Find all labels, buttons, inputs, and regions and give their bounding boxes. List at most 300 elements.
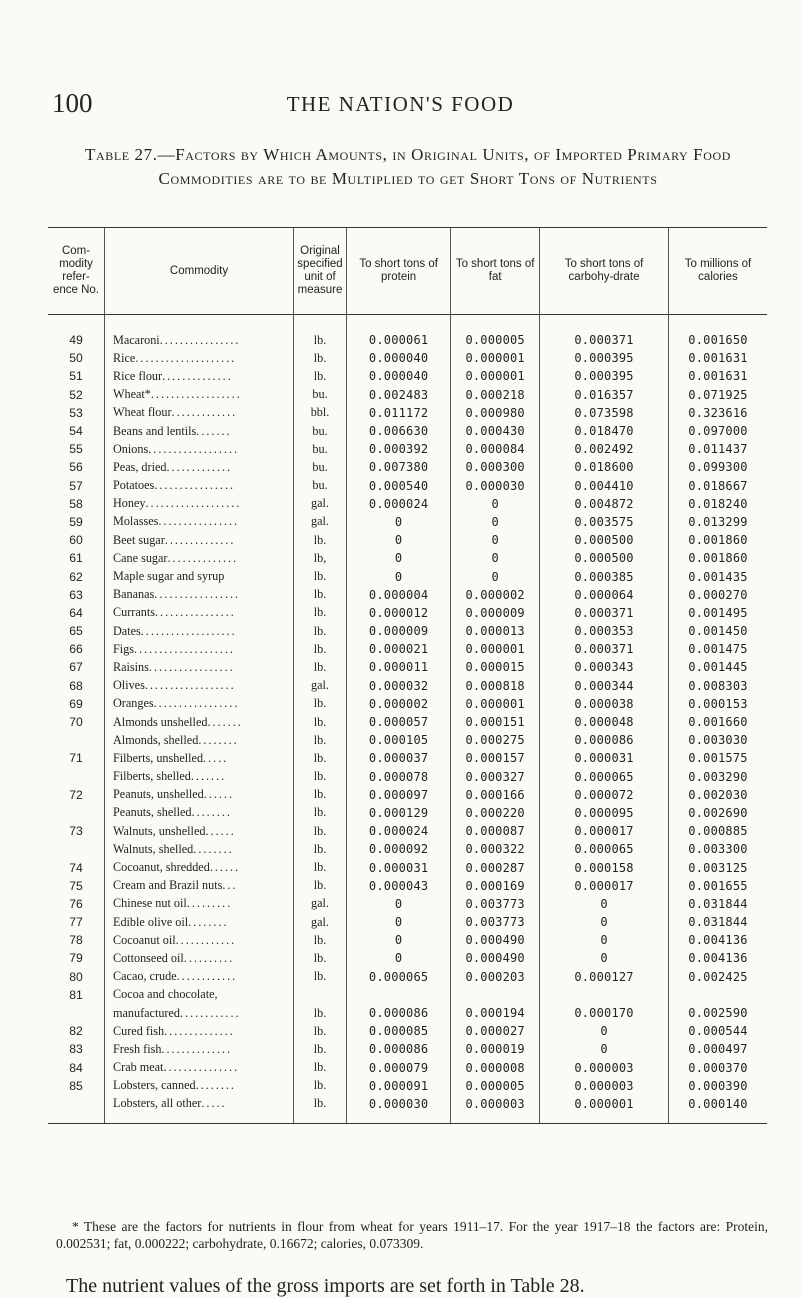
ref-cell <box>48 804 105 822</box>
leader-dots: ................. <box>154 587 241 602</box>
calories-cell: 0.013299 <box>669 513 768 531</box>
leader-dots: ... <box>222 878 238 893</box>
protein-cell: 0.011172 <box>347 404 451 422</box>
ref-cell: 68 <box>69 678 83 693</box>
table-row <box>48 986 767 1004</box>
leader-dots: ............. <box>166 459 233 474</box>
carbohydrate-cell: 0.000395 <box>540 349 669 367</box>
table-row <box>48 768 767 786</box>
table-row <box>48 586 767 604</box>
fat-cell: 0.000287 <box>451 858 540 876</box>
fat-cell: 0.000220 <box>451 804 540 822</box>
col-header-commodity: Commodity <box>105 228 294 315</box>
commodity-cell: Figs.................... <box>105 640 294 658</box>
protein-cell: 0.000092 <box>347 840 451 858</box>
fat-cell: 0.000013 <box>451 622 540 640</box>
commodity-cell: Cacao, crude............ <box>105 968 294 986</box>
protein-cell: 0 <box>347 949 451 967</box>
calories-cell: 0.000544 <box>669 1022 768 1040</box>
ref-cell: 66 <box>69 642 83 657</box>
calories-cell: 0.004136 <box>669 949 768 967</box>
leader-dots: ....... <box>207 714 243 729</box>
fat-cell: 0.000490 <box>451 931 540 949</box>
fat-cell: 0 <box>451 567 540 585</box>
leader-dots: ....... <box>190 769 227 784</box>
unit-cell: lb. <box>294 840 347 858</box>
leader-dots: ................ <box>159 332 241 347</box>
commodity-cell: Lobsters, canned........ <box>105 1077 294 1095</box>
commodity-cell: Honey................... <box>105 495 294 513</box>
calories-cell: 0.003030 <box>669 731 768 749</box>
table-row <box>48 531 767 549</box>
unit-cell: lb. <box>294 567 347 585</box>
commodity-cell: Cocoanut, shredded...... <box>105 858 294 876</box>
calories-cell: 0.018240 <box>669 495 768 513</box>
unit-cell: bu. <box>294 422 347 440</box>
calories-cell: 0.008303 <box>669 677 768 695</box>
carbohydrate-cell: 0.004410 <box>540 477 669 495</box>
leader-dots: ............ <box>175 932 237 947</box>
unit-cell: lb. <box>294 749 347 767</box>
table-row <box>48 822 767 840</box>
commodity-cell: Cream and Brazil nuts... <box>105 877 294 895</box>
commodity-cell: Peanuts, unshelled...... <box>105 786 294 804</box>
carbohydrate-cell: 0.000095 <box>540 804 669 822</box>
unit-cell: lb. <box>294 367 347 385</box>
commodity-cell: Cocoa and chocolate, <box>105 986 294 1004</box>
carbohydrate-cell: 0 <box>540 1022 669 1040</box>
commodity-cell: Cane sugar.............. <box>105 549 294 567</box>
leader-dots: .................. <box>150 387 242 402</box>
carbohydrate-cell: 0.000003 <box>540 1077 669 1095</box>
unit-cell: lb. <box>294 658 347 676</box>
commodity-cell: Wheat*.................. <box>105 386 294 404</box>
unit-cell: lb. <box>294 586 347 604</box>
carbohydrate-cell: 0.018470 <box>540 422 669 440</box>
commodity-cell: Rice.................... <box>105 349 294 367</box>
leader-dots: ........ <box>193 841 234 856</box>
calories-cell: 0.004136 <box>669 931 768 949</box>
protein-cell: 0.000085 <box>347 1022 451 1040</box>
protein-cell: 0 <box>347 567 451 585</box>
ref-cell: 51 <box>69 369 83 384</box>
ref-cell: 63 <box>69 587 83 602</box>
fat-cell: 0.000087 <box>451 822 540 840</box>
col-header-fat: To short tons of fat <box>451 228 540 315</box>
table-row <box>48 1077 767 1095</box>
commodity-cell: Potatoes................ <box>105 477 294 495</box>
ref-cell: 79 <box>69 951 83 966</box>
leader-dots: ............... <box>163 1060 240 1075</box>
commodity-cell: Molasses................ <box>105 513 294 531</box>
carbohydrate-cell: 0.000003 <box>540 1059 669 1077</box>
ref-cell: 56 <box>69 460 83 475</box>
carbohydrate-cell: 0.000385 <box>540 567 669 585</box>
commodity-cell: Olives.................. <box>105 677 294 695</box>
leader-dots: ....... <box>196 423 232 438</box>
commodity-cell: Cottonseed oil.......... <box>105 949 294 967</box>
ref-cell: 55 <box>69 442 83 457</box>
carbohydrate-cell: 0.000500 <box>540 531 669 549</box>
table-row <box>48 367 767 385</box>
protein-cell: 0.000091 <box>347 1077 451 1095</box>
unit-cell: gal. <box>294 895 347 913</box>
ref-cell: 70 <box>69 715 83 730</box>
calories-cell: 0.000885 <box>669 822 768 840</box>
protein-cell: 0.000105 <box>347 731 451 749</box>
calories-cell: 0.001660 <box>669 713 768 731</box>
carbohydrate-cell: 0.000371 <box>540 604 669 622</box>
protein-cell: 0.000540 <box>347 477 451 495</box>
protein-cell: 0.000086 <box>347 1040 451 1058</box>
carbohydrate-cell: 0.000158 <box>540 858 669 876</box>
leader-dots: .................... <box>134 641 235 656</box>
carbohydrate-cell: 0.073598 <box>540 404 669 422</box>
fat-cell: 0.000203 <box>451 968 540 986</box>
fat-cell: 0.000001 <box>451 640 540 658</box>
table-header-row <box>48 228 767 315</box>
protein-cell: 0.000129 <box>347 804 451 822</box>
carbohydrate-cell: 0.000072 <box>540 786 669 804</box>
fat-cell: 0.000322 <box>451 840 540 858</box>
unit-cell: lb. <box>294 877 347 895</box>
carbohydrate-cell: 0.000500 <box>540 549 669 567</box>
table-row <box>48 440 767 458</box>
unit-cell: gal. <box>294 495 347 513</box>
commodity-cell: Peas, dried............. <box>105 458 294 476</box>
table-body <box>48 315 767 1124</box>
carbohydrate-cell: 0.000048 <box>540 713 669 731</box>
ref-cell: 71 <box>69 751 83 766</box>
leader-dots: ............ <box>176 969 238 984</box>
ref-cell: 81 <box>69 987 83 1002</box>
table-row <box>48 731 767 749</box>
ref-cell: 62 <box>69 569 83 584</box>
unit-cell: lb. <box>294 1059 347 1077</box>
carbohydrate-cell: 0.003575 <box>540 513 669 531</box>
calories-cell: 0.000270 <box>669 586 768 604</box>
leader-dots: .............. <box>162 368 233 383</box>
commodity-cell: Oranges................. <box>105 695 294 713</box>
calories-cell: 0.097000 <box>669 422 768 440</box>
unit-cell: lb. <box>294 1040 347 1058</box>
fat-cell: 0.000027 <box>451 1022 540 1040</box>
leader-dots: ................ <box>158 514 240 529</box>
commodity-cell: Dates................... <box>105 622 294 640</box>
fat-cell: 0.000003 <box>451 1095 540 1124</box>
carbohydrate-cell: 0.000371 <box>540 640 669 658</box>
carbohydrate-cell: 0.000064 <box>540 586 669 604</box>
carbohydrate-cell: 0.000371 <box>540 315 669 350</box>
protein-cell: 0.006630 <box>347 422 451 440</box>
commodity-cell: Maple sugar and syrup <box>105 567 294 585</box>
ref-cell <box>48 1095 105 1124</box>
protein-cell: 0.000031 <box>347 858 451 876</box>
protein-cell: 0 <box>347 913 451 931</box>
table-row <box>48 713 767 731</box>
fat-cell: 0.000157 <box>451 749 540 767</box>
fat-cell: 0.000009 <box>451 604 540 622</box>
fat-cell: 0.000005 <box>451 315 540 350</box>
fat-cell: 0.000005 <box>451 1077 540 1095</box>
fat-cell: 0.000980 <box>451 404 540 422</box>
col-header-calories: To millions of calories <box>669 228 768 315</box>
ref-cell: 60 <box>69 533 83 548</box>
calories-cell: 0.000497 <box>669 1040 768 1058</box>
ref-cell: 53 <box>69 405 83 420</box>
protein-cell: 0.007380 <box>347 458 451 476</box>
page-header <box>0 88 801 118</box>
leader-dots: ........ <box>191 805 232 820</box>
commodity-cell: Cured fish.............. <box>105 1022 294 1040</box>
leader-dots: .............. <box>161 1041 233 1056</box>
carbohydrate-cell: 0 <box>540 949 669 967</box>
leader-dots: .............. <box>164 532 236 547</box>
table-row <box>48 404 767 422</box>
protein-cell: 0.000057 <box>347 713 451 731</box>
carbohydrate-cell: 0.000127 <box>540 968 669 986</box>
protein-cell: 0.000065 <box>347 968 451 986</box>
table-row <box>48 513 767 531</box>
calories-cell: 0.002425 <box>669 968 768 986</box>
protein-cell: 0.002483 <box>347 386 451 404</box>
carbohydrate-cell: 0.000065 <box>540 840 669 858</box>
calories-cell: 0.018667 <box>669 477 768 495</box>
table-title: Table 27.—Factors by Which Amounts, in Original Units, of Imported Primary Food Commodities are to be Multiplied to get Short Tons of Nutrients <box>84 145 732 188</box>
fat-cell: 0.000084 <box>451 440 540 458</box>
table-row <box>48 749 767 767</box>
carbohydrate-cell: 0.000038 <box>540 695 669 713</box>
table-row <box>48 913 767 931</box>
fat-cell: 0 <box>451 549 540 567</box>
table-row <box>48 567 767 585</box>
protein-cell: 0.000012 <box>347 604 451 622</box>
leader-dots: .............. <box>167 550 239 565</box>
leader-dots: ......... <box>186 896 233 911</box>
fat-cell: 0.000169 <box>451 877 540 895</box>
ref-cell: 64 <box>69 605 83 620</box>
protein-cell: 0 <box>347 531 451 549</box>
calories-cell: 0.000370 <box>669 1059 768 1077</box>
ref-cell <box>48 731 105 749</box>
leader-dots: .......... <box>183 950 235 965</box>
unit-cell: lb. <box>294 731 347 749</box>
table-row <box>48 622 767 640</box>
ref-cell: 69 <box>69 696 83 711</box>
leader-dots: ................. <box>153 696 240 711</box>
table-row <box>48 677 767 695</box>
protein-cell: 0.000002 <box>347 695 451 713</box>
table-row <box>48 315 767 350</box>
fat-cell: 0.000151 <box>451 713 540 731</box>
ref-cell: 75 <box>69 878 83 893</box>
carbohydrate-cell: 0.000017 <box>540 877 669 895</box>
col-header-ref: Com-modity refer-ence No. <box>48 228 105 315</box>
protein-cell: 0.000024 <box>347 822 451 840</box>
ref-cell: 61 <box>69 551 83 566</box>
unit-cell: lb. <box>294 1095 347 1124</box>
calories-cell: 0.003300 <box>669 840 768 858</box>
commodity-cell: Beans and lentils....... <box>105 422 294 440</box>
table-row <box>48 640 767 658</box>
calories-cell: 0.003125 <box>669 858 768 876</box>
unit-cell: lb. <box>294 786 347 804</box>
fat-cell: 0.003773 <box>451 913 540 931</box>
unit-cell: gal. <box>294 677 347 695</box>
fat-cell: 0.000818 <box>451 677 540 695</box>
carbohydrate-cell: 0.000353 <box>540 622 669 640</box>
leader-dots: ................... <box>145 496 242 511</box>
running-head: THE NATION'S FOOD <box>286 92 515 116</box>
calories-cell: 0.002590 <box>669 1004 768 1022</box>
table-row <box>48 858 767 876</box>
fat-cell: 0.000194 <box>451 1004 540 1022</box>
protein-cell: 0.000021 <box>347 640 451 658</box>
commodity-cell: Walnuts, shelled........ <box>105 840 294 858</box>
commodity-cell: Raisins................. <box>105 658 294 676</box>
table-row <box>48 931 767 949</box>
unit-cell: lb. <box>294 640 347 658</box>
calories-cell: 0.001495 <box>669 604 768 622</box>
fat-cell: 0.000166 <box>451 786 540 804</box>
fat-cell: 0.000002 <box>451 586 540 604</box>
ref-cell: 52 <box>69 387 83 402</box>
unit-cell: bu. <box>294 458 347 476</box>
commodity-cell: Chinese nut oil......... <box>105 895 294 913</box>
calories-cell: 0.001450 <box>669 622 768 640</box>
fat-cell: 0.000015 <box>451 658 540 676</box>
fat-cell: 0.000030 <box>451 477 540 495</box>
table-row <box>48 386 767 404</box>
commodity-cell: Rice flour.............. <box>105 367 294 385</box>
ref-cell: 67 <box>69 660 83 675</box>
leader-dots: ...... <box>203 787 234 802</box>
ref-cell: 57 <box>69 478 83 493</box>
leader-dots: .................... <box>135 350 237 365</box>
calories-cell: 0.099300 <box>669 458 768 476</box>
leader-dots: ...... <box>205 823 236 838</box>
ref-cell: 74 <box>69 860 83 875</box>
unit-cell: lb. <box>294 713 347 731</box>
calories-cell: 0.001860 <box>669 549 768 567</box>
protein-cell: 0.000011 <box>347 658 451 676</box>
unit-cell: lb. <box>294 1004 347 1022</box>
protein-cell: 0.000037 <box>347 749 451 767</box>
protein-cell: 0 <box>347 931 451 949</box>
fat-cell: 0.000001 <box>451 349 540 367</box>
ref-cell: 59 <box>69 514 83 529</box>
calories-cell: 0.323616 <box>669 404 768 422</box>
carbohydrate-cell: 0 <box>540 895 669 913</box>
ref-cell: 73 <box>69 824 83 839</box>
unit-cell: bbl. <box>294 404 347 422</box>
calories-cell: 0.001631 <box>669 367 768 385</box>
table-row <box>48 549 767 567</box>
commodity-cell: manufactured............ <box>105 1004 294 1022</box>
ref-cell: 78 <box>69 933 83 948</box>
commodity-cell: Lobsters, all other..... <box>105 1095 294 1124</box>
calories-cell: 0.001860 <box>669 531 768 549</box>
calories-cell: 0.001475 <box>669 640 768 658</box>
protein-cell: 0.000079 <box>347 1059 451 1077</box>
unit-cell: lb. <box>294 768 347 786</box>
calories-cell: 0.000153 <box>669 695 768 713</box>
unit-cell: lb. <box>294 822 347 840</box>
unit-cell: lb. <box>294 949 347 967</box>
unit-cell: gal. <box>294 513 347 531</box>
col-header-carbohydrate: To short tons of carbohy-drate <box>540 228 669 315</box>
leader-dots: .................. <box>148 441 240 456</box>
ref-cell: 83 <box>69 1042 83 1057</box>
fat-cell: 0.000218 <box>451 386 540 404</box>
commodity-cell: Almonds unshelled....... <box>105 713 294 731</box>
table-row <box>48 895 767 913</box>
table-row <box>48 877 767 895</box>
calories-cell: 0.002690 <box>669 804 768 822</box>
carbohydrate-cell: 0.018600 <box>540 458 669 476</box>
fat-cell: 0.000001 <box>451 695 540 713</box>
commodity-cell: Peanuts, shelled........ <box>105 804 294 822</box>
fat-cell: 0 <box>451 513 540 531</box>
leader-dots: ................ <box>154 605 236 620</box>
carbohydrate-cell <box>540 986 669 1004</box>
protein-cell: 0.000061 <box>347 315 451 350</box>
carbohydrate-cell: 0.000065 <box>540 768 669 786</box>
commodity-cell: Filberts, shelled....... <box>105 768 294 786</box>
fat-cell: 0.000300 <box>451 458 540 476</box>
unit-cell: lb. <box>294 315 347 350</box>
table-row <box>48 658 767 676</box>
unit-cell: lb. <box>294 804 347 822</box>
commodity-cell: Beet sugar.............. <box>105 531 294 549</box>
unit-cell: bu. <box>294 477 347 495</box>
commodity-cell: Walnuts, unshelled...... <box>105 822 294 840</box>
calories-cell: 0.031844 <box>669 895 768 913</box>
unit-cell: lb. <box>294 931 347 949</box>
leader-dots: ..... <box>203 750 229 765</box>
protein-cell: 0.000032 <box>347 677 451 695</box>
calories-cell: 0.000390 <box>669 1077 768 1095</box>
unit-cell: bu. <box>294 440 347 458</box>
table-row <box>48 695 767 713</box>
calories-cell: 0.001445 <box>669 658 768 676</box>
ref-cell: 84 <box>69 1060 83 1075</box>
page-number: 100 <box>52 88 93 118</box>
calories-cell: 0.000140 <box>669 1095 768 1124</box>
ref-cell <box>48 1004 105 1022</box>
fat-cell: 0.000275 <box>451 731 540 749</box>
ref-cell: 77 <box>69 915 83 930</box>
protein-cell: 0.000004 <box>347 586 451 604</box>
unit-cell: lb. <box>294 1022 347 1040</box>
commodity-cell: Cocoanut oil............ <box>105 931 294 949</box>
carbohydrate-cell: 0.000086 <box>540 731 669 749</box>
protein-cell: 0.000043 <box>347 877 451 895</box>
unit-cell: bu. <box>294 386 347 404</box>
table-row <box>48 422 767 440</box>
table-row <box>48 786 767 804</box>
protein-cell: 0.000030 <box>347 1095 451 1124</box>
commodity-cell: Currants................ <box>105 604 294 622</box>
ref-cell: 85 <box>69 1078 83 1093</box>
table-row <box>48 804 767 822</box>
ref-cell <box>48 840 105 858</box>
ref-cell: 76 <box>69 896 83 911</box>
protein-cell: 0 <box>347 549 451 567</box>
carbohydrate-cell: 0.000343 <box>540 658 669 676</box>
table-row <box>48 349 767 367</box>
ref-cell: 54 <box>69 424 83 439</box>
